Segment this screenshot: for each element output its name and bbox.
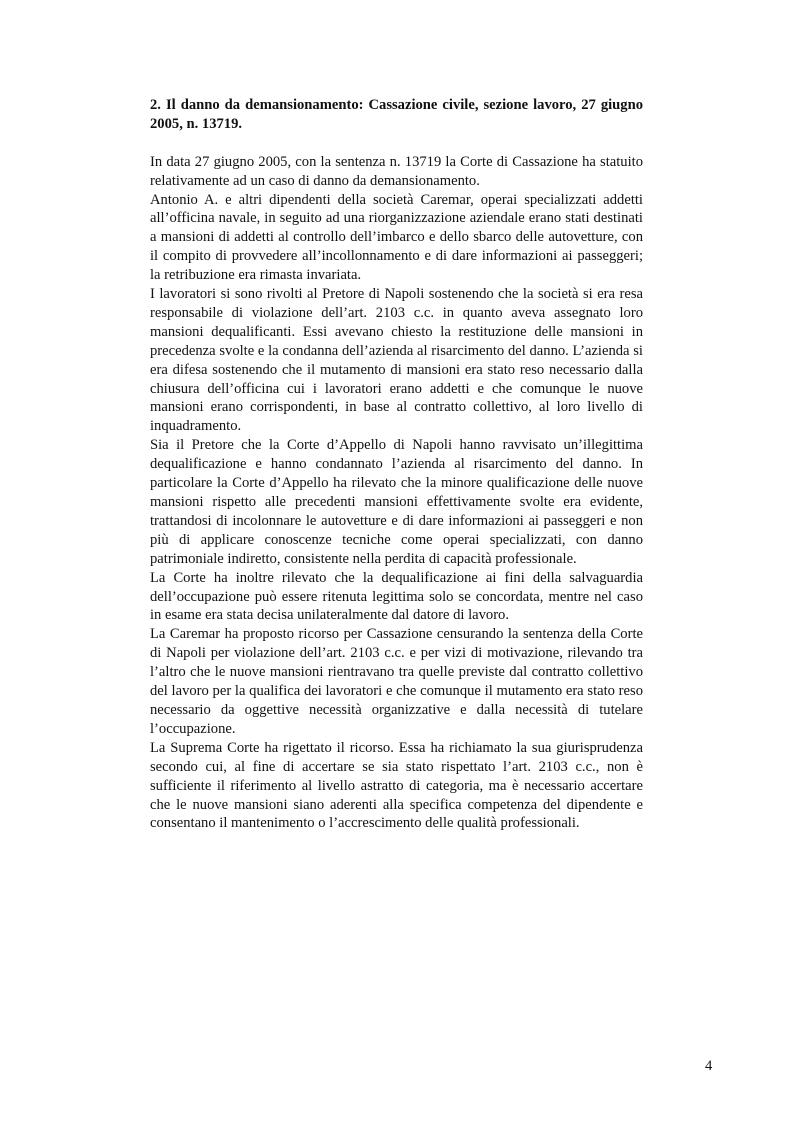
section-title: 2. Il danno da demansionamento: Cassazione civile, sezione lavoro, 27 giugno 2005, n. 13719. xyxy=(150,97,643,132)
paragraph-7: La Suprema Corte ha rigettato il ricorso. Essa ha richiamato la sua giurisprudenza secondo cui, al fine di accertare se sia stato rispettato l’art. 2103 c.c., non è sufficiente il riferimento al livello astratto di categoria, ma è necessario accertare che le nuove mansioni siano aderenti alla specifica competenza del dipendente e consentano il mantenimento o l’accrescimento delle qualità professionali. xyxy=(150,739,643,832)
page-number: 4 xyxy=(705,1058,713,1074)
page-content xyxy=(150,96,643,833)
paragraph-2: Antonio A. e altri dipendenti della società Caremar, operai specializzati addetti all’officina navale, in seguito ad una riorganizzazione aziendale erano stati destinati a mansioni di addetti al controllo dell’imbarco e dello sbarco delle autovetture, con il compito di provvedere all’incollonnamento e di dare informazioni ai passeggeri; la retribuzione era rimasta invariata. xyxy=(150,191,643,284)
paragraph-5: La Corte ha inoltre rilevato che la dequalificazione ai fini della salvaguardia dell’occupazione può essere ritenuta legittima solo se concordata, mentre nel caso in esame era stata decisa unilateralmente dal datore di lavoro. xyxy=(150,569,643,624)
paragraph-6: La Caremar ha proposto ricorso per Cassazione censurando la sentenza della Corte di Napoli per violazione dell’art. 2103 c.c. e per vizi di motivazione, rilevando tra l’altro che le nuove mansioni rientravano tra quelle previste dal contratto collettivo del lavoro per la qualifica dei lavoratori e che comunque il mutamento era stato reso necessario da oggettive necessità organizzative e dalla necessità di tutelare l’occupazione. xyxy=(150,626,643,737)
paragraph-1: In data 27 giugno 2005, con la sentenza n. 13719 la Corte di Cassazione ha statuito relativamente ad un caso di danno da demansionamento. xyxy=(150,153,643,189)
paragraph-3: I lavoratori si sono rivolti al Pretore di Napoli sostenendo che la società si era resa responsabile di violazione dell’art. 2103 c.c. in quanto aveva assegnato loro mansioni dequalificanti. Essi avevano chiesto la restituzione delle mansioni in precedenza svolte e la condanna dell’azienda al risarcimento del danno. L’azienda si era difesa sostenendo che il mutamento di mansioni era stato reso necessario dalla chiusura dell’officina cui i lavoratori erano addetti e che comunque le nuove mansioni erano corrispondenti, in base al contratto collettivo, al loro livello di inquadramento. xyxy=(150,286,643,435)
paragraph-4: Sia il Pretore che la Corte d’Appello di Napoli hanno ravvisato un’illegittima dequalificazione e hanno condannato l’azienda al risarcimento del danno. In particolare la Corte d’Appello ha rilevato che la minore qualificazione delle nuove mansioni rispetto alle precedenti mansioni effettivamente svolte era evidente, trattandosi di incolonnare le autovetture e di dare informazioni ai passeggeri e non più di applicare conoscenze tecniche come operai specializzati, con danno patrimoniale indiretto, consistente nella perdita di capacità professionale. xyxy=(150,437,643,567)
